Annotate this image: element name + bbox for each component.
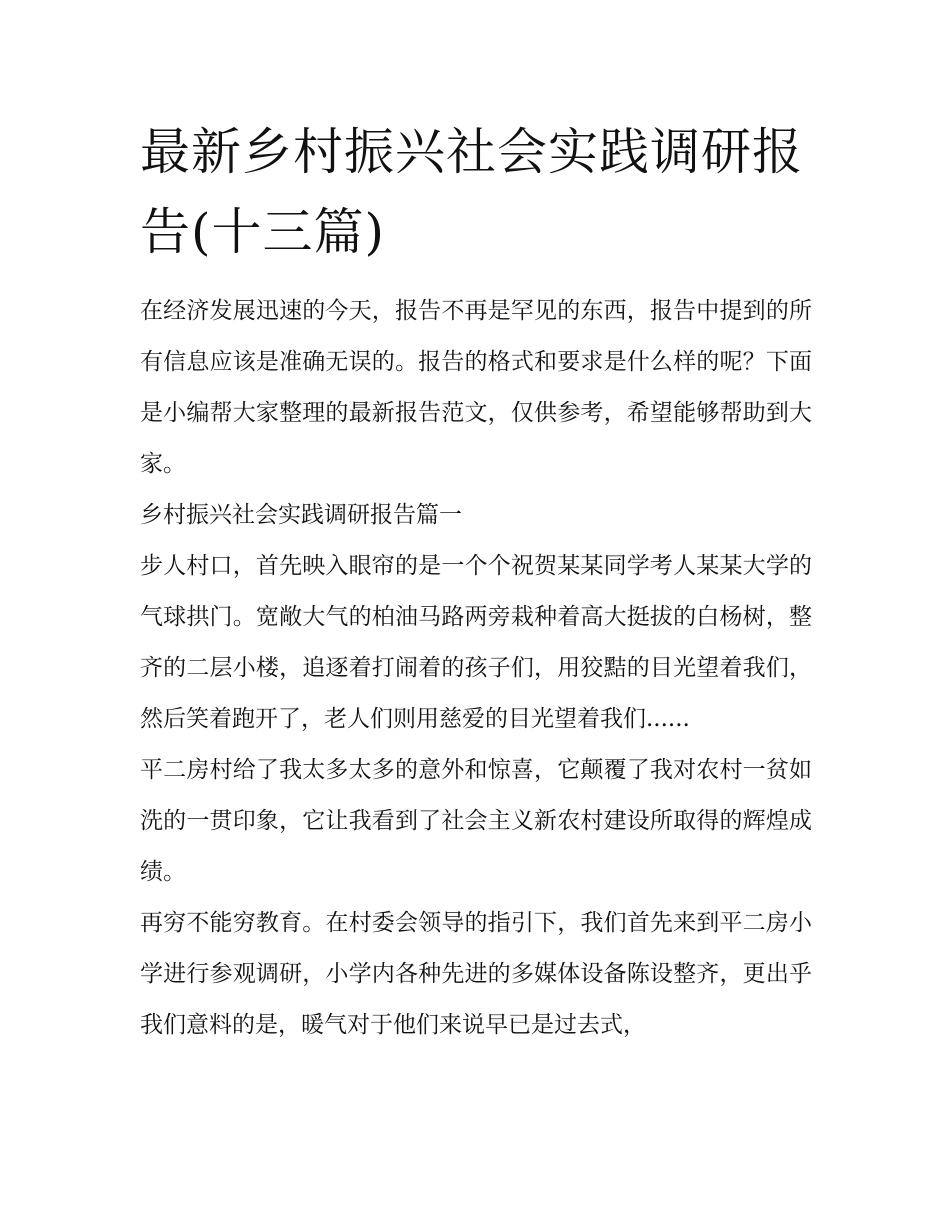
- body-paragraph-3: 再穷不能穷教育。在村委会领导的指引下，我们首先来到平二房小学进行参观调研，小学内各种先进的多媒体设备陈设整齐，更出乎我们意料的是，暖气对于他们来说早已是过去式，: [140, 910, 812, 1038]
- section-heading: 乡村振兴社会实践调研报告篇一: [140, 502, 462, 528]
- body-paragraph-2: 平二房村给了我太多太多的意外和惊喜，它颠覆了我对农村一贫如洗的一贯印象，它让我看到了社会主义新农村建设所取得的辉煌成绩。: [140, 757, 812, 885]
- document-title: 最新乡村振兴社会实践调研报告(十三篇): [140, 123, 803, 261]
- intro-paragraph: 在经济发展迅速的今天，报告不再是罕见的东西，报告中提到的所有信息应该是准确无误的。报告的格式和要求是什么样的呢？下面是小编帮大家整理的最新报告范文，仅供参考，希望能够帮助到大家。: [140, 298, 812, 477]
- document-page: [140, 112, 812, 1051]
- body-paragraph-1: 步人村口，首先映入眼帘的是一个个祝贺某某同学考人某某大学的气球拱门。宽敞大气的柏油马路两旁栽种着高大挺拔的白杨树，整齐的二层小楼，追逐着打闹着的孩子们，用狡黠的目光望着我们，然后笑着跑开了，老人们则用慈爱的目光望着我们......: [140, 553, 812, 732]
